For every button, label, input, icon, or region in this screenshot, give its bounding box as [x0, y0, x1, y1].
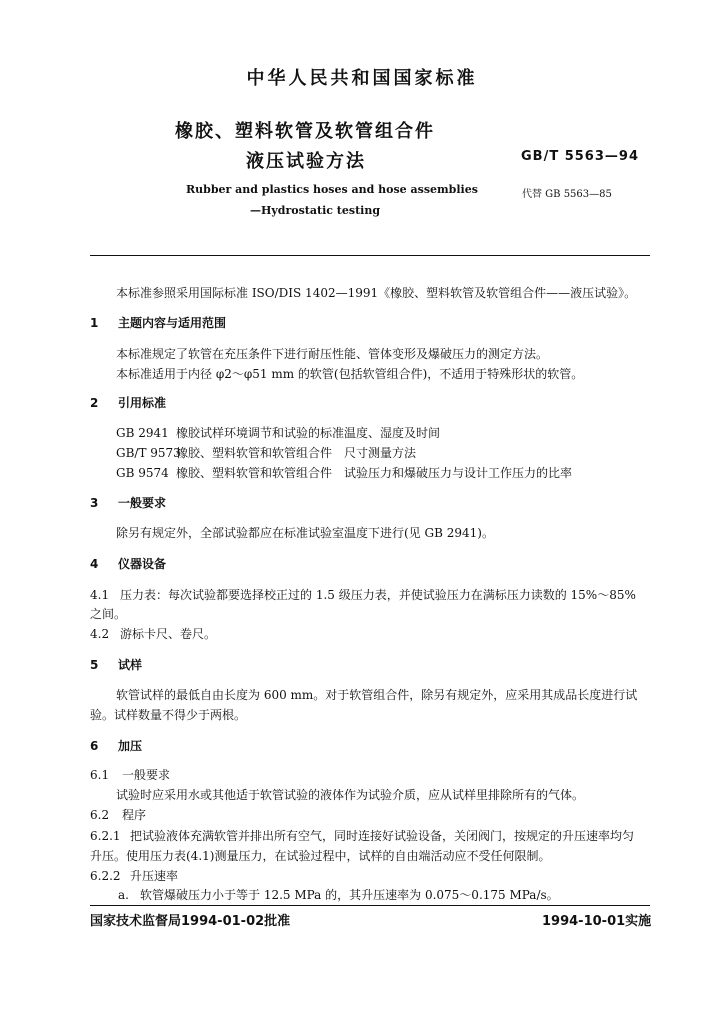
clause-6-2-2-number: 6.2.2: [90, 869, 121, 883]
clause-6-2-1-number: 6.2.1: [90, 829, 121, 843]
clause-4-2: [90, 625, 216, 642]
clause-6-2-number: 6.2: [90, 808, 110, 822]
clause-4-2-text: 游标卡尺、卷尺。: [120, 627, 217, 641]
section-3-heading: [90, 494, 166, 511]
section-2-heading: [90, 394, 166, 411]
section-1-paragraph-1: 本标准规定了软管在充压条件下进行耐压性能、管体变形及爆破压力的测定方法。: [116, 347, 549, 361]
clause-6-2-1-line-1: [90, 827, 634, 844]
section-6-title: 加压: [118, 739, 143, 753]
section-1-heading: [90, 314, 226, 331]
reference-title: 橡胶、塑料软管和软管组合件 尺寸测量方法: [176, 446, 417, 460]
reference-code: GB/T 9573: [116, 446, 181, 460]
clause-6-1-title: 一般要求: [122, 768, 171, 782]
clause-6-2-1-text: 把试验液体充满软管并排出所有空气，同时连接好试验设备，关闭阀门，按规定的升压速率均匀: [130, 829, 635, 843]
footer-divider: [90, 905, 650, 906]
clause-6-1-text: 试验时应采用水或其他适于软管试验的液体作为试验介质，应从试样里排除所有的气体。: [116, 788, 585, 802]
section-5-number: 5: [90, 658, 99, 672]
section-5-heading: [90, 656, 142, 673]
clause-6-2-2-title: 升压速率: [130, 869, 179, 883]
section-2-title: 引用标准: [118, 396, 167, 410]
section-3-number: 3: [90, 496, 99, 510]
section-4-title: 仪器设备: [118, 557, 167, 571]
reference-item: [116, 444, 416, 461]
chinese-title-line-1: 橡胶、塑料软管及软管组合件: [175, 121, 435, 142]
clause-6-2-2-item-a: [118, 886, 559, 903]
section-3-title: 一般要求: [118, 496, 167, 510]
clause-4-1-number: 4.1: [90, 588, 110, 602]
reference-item: [116, 464, 572, 481]
section-4-heading: [90, 555, 166, 572]
intro-paragraph: 本标准参照采用国际标准 ISO/DIS 1402—1991《橡胶、塑料软管及软管组合件——液压试验》。: [116, 286, 637, 300]
section-1-number: 1: [90, 316, 99, 330]
section-1-title: 主题内容与适用范围: [118, 316, 227, 330]
clause-6-2-1-line-2: 升压。使用压力表(4.1)测量压力，在试验过程中，试样的自由端活动应不受任何限制。: [90, 849, 551, 863]
clause-6-2-title: 程序: [122, 808, 147, 822]
header-divider: [90, 255, 650, 256]
reference-code: GB 2941: [116, 426, 169, 440]
clause-6-1-number: 6.1: [90, 768, 110, 782]
standard-number: GB/T 5563—94: [521, 149, 639, 164]
chinese-title-line-2: 液压试验方法: [246, 151, 366, 172]
effective-date: 1994-10-01实施: [542, 914, 652, 929]
clause-4-1-line-1: [90, 586, 636, 603]
item-a-text: 软管爆破压力小于等于 12.5 MPa 的，其升压速率为 0.075～0.175 MPa/s。: [140, 888, 559, 902]
clause-4-2-number: 4.2: [90, 627, 110, 641]
section-5-line-1: 软管试样的最低自由长度为 600 mm。对于软管组合件，除另有规定外，应采用其成品长度进行试: [116, 688, 638, 702]
clause-4-1-text: 压力表：每次试验都要选择校正过的 1.5 级压力表，并使试验压力在满标压力读数的 15%～85%: [120, 588, 636, 602]
section-6-number: 6: [90, 739, 99, 753]
approval-line: 国家技术监督局1994-01-02批准: [90, 914, 291, 929]
section-5-line-2: 验。试样数量不得少于两根。: [90, 708, 247, 722]
clause-6-2-2-heading: [90, 867, 178, 884]
english-title-line-2: —Hydrostatic testing: [250, 204, 381, 217]
section-3-paragraph: 除另有规定外，全部试验都应在标准试验室温度下进行(见 GB 2941)。: [116, 526, 494, 540]
english-title-line-1: Rubber and plastics hoses and hose assemblies: [186, 183, 478, 196]
reference-code: GB 9574: [116, 466, 169, 480]
section-4-number: 4: [90, 557, 99, 571]
replaces-standard: 代替 GB 5563—85: [522, 189, 612, 200]
reference-title: 橡胶试样环境调节和试验的标准温度、湿度及时间: [176, 426, 441, 440]
section-2-number: 2: [90, 396, 99, 410]
section-1-paragraph-2: 本标准适用于内径 φ2～φ51 mm 的软管(包括软管组合件)，不适用于特殊形状的软管。: [116, 367, 584, 381]
clause-4-1-line-2: 之间。: [90, 607, 127, 621]
national-standard-heading: 中华人民共和国国家标准: [246, 68, 478, 89]
reference-title: 橡胶、塑料软管和软管组合件 试验压力和爆破压力与设计工作压力的比率: [176, 466, 573, 480]
section-6-heading: [90, 737, 142, 754]
item-a-label: a.: [118, 888, 129, 902]
reference-item: [116, 424, 440, 441]
clause-6-2-heading: [90, 806, 146, 823]
clause-6-1-heading: [90, 766, 170, 783]
section-5-title: 试样: [118, 658, 143, 672]
